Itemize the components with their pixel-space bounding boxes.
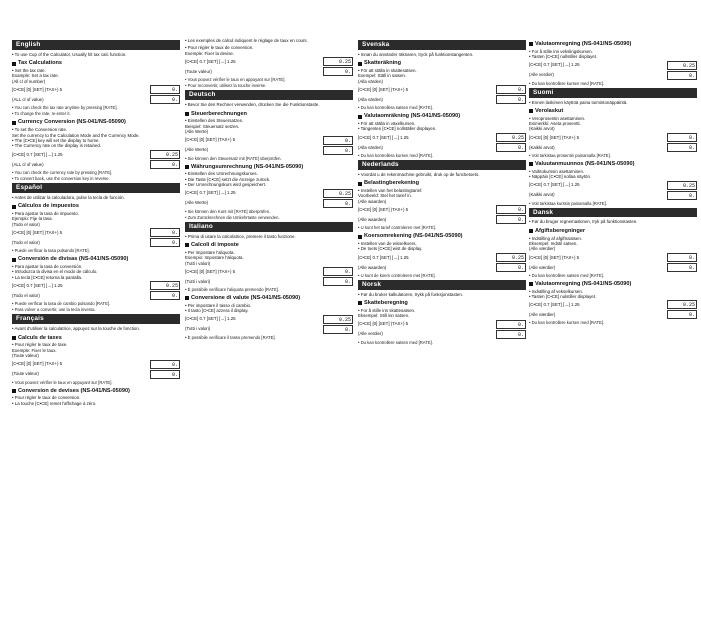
section-heading-text: Valutaomräkning (NS-041/NS-05090) — [364, 113, 461, 120]
language-header: English — [12, 40, 180, 50]
key-sequence-row — [529, 71, 697, 80]
instruction-line: • Il tasto [C•CE] azzera il display. — [185, 308, 249, 314]
intro-text: • Avant d'utiliser la calculatrice, appuyez sur la touche de fonction. — [12, 326, 140, 332]
section-heading-text: Currency Conversion (NS-041/NS-05090) — [18, 119, 126, 126]
bullet-square-icon — [185, 296, 189, 300]
key-sequence: (Alla värden) — [358, 144, 383, 150]
key-sequence-row — [358, 330, 526, 339]
bullet-square-icon — [12, 62, 16, 66]
note-text: • You can check the currency rate by pressing [RATE]. — [12, 169, 113, 175]
section-heading — [12, 203, 180, 210]
instruction-line: (Alle Werte) — [185, 129, 209, 135]
key-sequence-row — [358, 133, 526, 142]
note-text: • Zum Zurückrechnen die Umkehrtaste verwenden. — [185, 214, 280, 220]
display-readout: 0. — [667, 253, 697, 262]
instruction-line: (Toute valeur) — [12, 353, 39, 359]
section-heading-text: Steuerberechnungen — [191, 110, 247, 117]
key-sequence-row — [185, 146, 353, 155]
section-heading — [185, 242, 353, 249]
display-readout: 0. — [323, 325, 353, 334]
language-header: Nederlands — [358, 160, 526, 170]
instruction-line: • Instellen van het belastingtarief. — [358, 187, 423, 193]
key-sequence-row — [185, 189, 353, 198]
note-text: • Du kan kontrollera kursen med [RATE]. — [358, 152, 434, 158]
key-sequence-row — [185, 57, 353, 66]
key-sequence: [C•CE] [0] [SET] (TAX+) 5 — [12, 361, 63, 367]
instruction-line: • Indstilling af afgiftssatsen. — [529, 235, 583, 241]
key-sequence-row — [529, 253, 697, 262]
key-sequence-row — [529, 143, 697, 152]
section-heading-text: Verolaskut — [535, 107, 564, 114]
key-sequence: (Alle Werte) — [185, 147, 209, 153]
intro-text: • Antes de utilizar la calculadora, pulse la tecla de función. — [12, 194, 125, 200]
bullet-square-icon — [185, 112, 189, 116]
instruction-line: Beispiel: Steuersatz setzen. — [185, 123, 240, 129]
instruction-line: (Todo el valor) — [12, 221, 40, 227]
display-readout: 0. — [323, 136, 353, 145]
bullet-square-icon — [529, 109, 533, 113]
intro-text: • Før du bruker kalkulatoren, trykk på funksjonstasten. — [358, 291, 464, 297]
key-sequence-row — [185, 325, 353, 334]
section-heading — [12, 60, 180, 67]
instruction-line: Exemple: Fixer la devise. — [185, 50, 235, 56]
key-sequence: (Alla värden) — [358, 96, 383, 102]
display-readout: 0. — [496, 330, 526, 339]
note-text: • To convert back, use the conversion key in reverse. — [12, 175, 110, 181]
section-heading-text: Cálculos de impuestos — [18, 203, 79, 210]
key-sequence-row — [358, 143, 526, 152]
bullet-square-icon — [529, 229, 533, 233]
key-sequence-row — [358, 215, 526, 224]
section-heading-text: Skatteberegning — [364, 300, 408, 307]
note-text: • Voit tarkistaa prosentin painamalla [RATE]. — [529, 152, 611, 158]
section-heading-text: Conversione di valute (NS-041/NS-05090) — [191, 295, 301, 302]
instruction-line: (Alla värden) — [358, 78, 383, 84]
display-readout: 0.25 — [667, 61, 697, 70]
key-sequence-row — [12, 370, 180, 379]
note-text: • Vous pouvez vérifier le taux en appuyant sur [RATE]. — [185, 77, 286, 83]
key-sequence: (Tutti i valori) — [185, 278, 211, 284]
key-sequence-row — [529, 191, 697, 200]
display-readout: 0.25 — [323, 189, 353, 198]
display-readout: 0.25 — [496, 133, 526, 142]
key-sequence-row — [358, 253, 526, 262]
key-sequence-row — [358, 263, 526, 272]
instruction-line: • Der Umrechnungskurs wird gespeichert. — [185, 182, 267, 188]
display-readout: 0. — [323, 67, 353, 76]
key-sequence: (Toute valeur) — [185, 68, 212, 74]
note-text: • È possibile verificare l'aliquota premendo [RATE]. — [185, 286, 280, 292]
section-heading — [529, 108, 697, 115]
instruction-line: • Tangenten [C•CE] nollställer displayen. — [358, 126, 437, 132]
language-header: Dansk — [529, 208, 697, 218]
instruction-line: • Einstellen des Steuersatzes. — [185, 118, 244, 124]
intro-text: • Før du bruger regnemaskinen, tryk på funktionstasten. — [529, 219, 638, 225]
key-sequence: [C•CE] [0] [SET] (TAX+) 5 — [12, 86, 63, 92]
bullet-square-icon — [358, 235, 362, 239]
instruction-line: • La tecla [C•CE] retorna la pantalla. — [12, 274, 83, 280]
key-sequence: [C•CE] [0] [SET] (TAX+) 5 — [12, 229, 63, 235]
bullet-square-icon — [185, 165, 189, 169]
key-sequence: [C•CE] [0] [SET] (TAX+) 5 — [358, 321, 409, 327]
instruction-line: Example: Set a tax rate. — [12, 73, 59, 79]
instruction-line: • Per impostare il tasso di cambio. — [185, 302, 252, 308]
display-readout: 0. — [150, 95, 180, 104]
intro-text: • Innan du använder räknaren, tryck på funktionstangenten. — [358, 51, 474, 57]
display-readout: 0. — [667, 71, 697, 80]
key-sequence-row — [12, 291, 180, 300]
section-heading-text: Calcoli di imposte — [191, 242, 239, 248]
display-readout: 0.25 — [323, 315, 353, 324]
key-sequence: (Alle Werte) — [185, 200, 209, 206]
display-readout: 0.25 — [667, 300, 697, 309]
language-header: Norsk — [358, 280, 526, 290]
section-heading-text: Währungsumrechnung (NS-041/NS-05090) — [191, 163, 304, 170]
key-sequence-row — [12, 238, 180, 247]
section-heading — [529, 228, 697, 235]
instruction-line: • Introduzca la divisa en el modo de cálculo. — [12, 269, 98, 275]
instruction-line: • Näppäin [C•CE] nollaa näytön. — [529, 174, 592, 180]
note-text: • Puede verificar la tasa de cambio pulsando [RATE]. — [12, 301, 111, 307]
display-readout: 0. — [150, 370, 180, 379]
key-sequence: (Alle waarden) — [358, 216, 387, 222]
instruction-line: • För att ställa in skattesatsen. — [358, 68, 417, 73]
section-heading-text: Valutaomregning (NS-041/NS-05090) — [535, 280, 632, 287]
display-readout: 0. — [496, 95, 526, 104]
section-heading-text: Afgiftsberegninger — [535, 227, 586, 234]
display-readout: 0. — [323, 199, 353, 208]
bullet-square-icon — [185, 243, 189, 247]
key-sequence-row — [185, 315, 353, 324]
key-sequence: [C•CE] [0] [SET] (TAX+) 5 — [185, 137, 236, 143]
key-sequence: [C•CE] 0.7 [SET] [→] 1.25 — [185, 190, 236, 196]
key-sequence-row — [529, 310, 697, 319]
instruction-line: Esimerkki: Aseta prosentti. — [529, 121, 581, 127]
instruction-line: • Pour régler le taux de taxe. — [12, 342, 68, 348]
key-sequence: (Kaikki arvot) — [529, 144, 555, 150]
display-readout: 0. — [667, 133, 697, 142]
instruction-line: • Pour régler le taux de conversion. — [12, 395, 81, 401]
instruction-line: • Instellen van de wisselkoers. — [358, 241, 417, 246]
instruction-line: • For å stille inn skattesatsen. — [358, 307, 416, 313]
display-readout: 0. — [667, 310, 697, 319]
note-text: • È possibile verificare il tasso premendo [RATE]. — [185, 334, 276, 340]
bullet-square-icon — [529, 282, 533, 286]
display-readout: 0.25 — [496, 253, 526, 262]
section-heading — [12, 256, 180, 263]
key-sequence-row — [529, 263, 697, 272]
instruction-line: • Per impostare l'aliquota. — [185, 249, 235, 255]
note-text: • You can check the tax rate anytime by pressing [RATE]. — [12, 105, 118, 111]
bullet-square-icon — [12, 121, 16, 125]
key-sequence-row — [12, 160, 180, 169]
key-sequence-row — [358, 205, 526, 214]
display-readout: 0. — [150, 160, 180, 169]
key-sequence: (Todo el valor) — [12, 292, 40, 298]
key-sequence: [C•CE] [0] [SET] (TAX+) 5 — [529, 254, 580, 260]
note-text: • Du kan kontrollere satsen med [RATE]. — [529, 272, 604, 278]
key-sequence-row — [529, 181, 697, 190]
instruction-line: • Indstilling af vekselkursen. — [529, 288, 584, 294]
display-readout: 0.25 — [323, 57, 353, 66]
section-heading — [185, 164, 353, 171]
bullet-square-icon — [12, 389, 16, 393]
bullet-square-icon — [358, 62, 362, 66]
display-readout: 0. — [150, 228, 180, 237]
key-sequence: [C•CE] 0.7 [SET] [→] 1.25 — [12, 282, 63, 288]
section-heading-text: Tax Calculations — [18, 60, 63, 67]
bullet-square-icon — [529, 162, 533, 166]
key-sequence: [C•CE] 0.7 [SET] [→] 1.25 — [185, 316, 236, 322]
section-heading — [529, 281, 697, 288]
section-heading — [358, 300, 526, 307]
key-sequence: [C•CE] 0.7 [SET] [→] 1.25 — [12, 151, 63, 157]
instruction-line: • Tasten [C•CE] nullstiller displayet. — [529, 54, 598, 60]
intro-text: • Voordat u de rekenmachine gebruikt, druk op de functietoets. — [358, 171, 480, 177]
bullet-square-icon — [358, 115, 362, 119]
key-sequence: [C•CE] [0] [SET] (TAX+) 5 — [185, 268, 236, 274]
instruction-line: • Pour régler le taux de conversion. — [185, 45, 254, 51]
display-readout: 0. — [496, 215, 526, 224]
instruction-line: • Para ajustar la tasa de impuesto. — [12, 210, 79, 216]
language-header: Suomi — [529, 88, 697, 98]
key-sequence: [C•CE] [0] [SET] (TAX+) 5 — [358, 86, 409, 92]
note-text: • Sie können den Steuersatz mit [RATE] überprüfen. — [185, 155, 282, 161]
note-text: • Sie können den Kurs mit [RATE] überprüfen. — [185, 208, 271, 214]
instruction-line: • To set the Conversion rate. — [12, 127, 68, 133]
note-text: • Voit tarkistaa kurssin painamalla [RATE]. — [529, 200, 607, 206]
manual-column — [529, 38, 697, 632]
section-heading — [358, 60, 526, 67]
section-heading — [529, 161, 697, 168]
display-readout: 0. — [150, 85, 180, 94]
language-header: Svenska — [358, 40, 526, 50]
intro-text: • Ennen laskimen käyttöä paina toimintonäppäintä. — [529, 99, 628, 105]
instruction-line: Eksempel: Indstil satsen. — [529, 241, 578, 246]
instruction-line: • La touche [C•CE] remet l'affichage à zéro. — [12, 400, 97, 406]
intro-text: • Prima di usare la calcolatrice, premere il tasto funzione. — [185, 233, 296, 239]
key-sequence: (ALL cl of value) — [12, 96, 44, 102]
instruction-line: Set the currency to the Calculation Mode and the Currency Mode. — [12, 132, 140, 138]
display-readout: 0. — [667, 263, 697, 272]
manual-column — [185, 38, 353, 632]
instruction-line: • The Currency rate on the display is retained. — [12, 143, 102, 149]
bullet-square-icon — [12, 205, 16, 209]
key-sequence-row — [358, 85, 526, 94]
bullet-square-icon — [12, 336, 16, 340]
instruction-line: Exemple: Fixer le taux. — [12, 347, 57, 353]
display-readout: 0. — [323, 277, 353, 286]
display-readout: 0.25 — [150, 150, 180, 159]
instruction-line: • Einstellen des Umrechnungskurses. — [185, 171, 258, 177]
key-sequence-row — [358, 320, 526, 329]
display-readout: 0. — [150, 238, 180, 247]
section-heading — [185, 295, 353, 302]
display-readout: 0. — [323, 146, 353, 155]
instruction-line: Exempel: Ställ in satsen. — [358, 73, 407, 79]
key-sequence-row — [358, 95, 526, 104]
key-sequence-row — [12, 360, 180, 369]
key-sequence: (Alle waarden) — [358, 264, 387, 270]
display-readout: 0. — [496, 143, 526, 152]
key-sequence-row — [12, 150, 180, 159]
section-heading-text: Calculs de taxes — [18, 334, 62, 341]
note-text: • Vous pouvez vérifier le taux en appuyant sur [RATE]. — [12, 379, 113, 385]
bullet-square-icon — [12, 258, 16, 262]
key-sequence: (Alle verdier) — [358, 331, 383, 337]
instruction-line: • Die Taste [C•CE] setzt die Anzeige zurück. — [185, 176, 271, 182]
key-sequence-row — [185, 199, 353, 208]
note-text: • Para volver a convertir, use la tecla inversa. — [12, 307, 96, 313]
key-sequence-row — [185, 267, 353, 276]
instruction-line: Eksempel: Still inn satsen. — [358, 313, 410, 319]
key-sequence: [C•CE] 0.7 [SET] [→] 1.25 — [529, 62, 580, 68]
section-heading-text: Koersomrekening (NS-041/NS-05090) — [364, 233, 463, 240]
key-sequence-row — [185, 277, 353, 286]
language-header: Italiano — [185, 222, 353, 232]
instruction-line: (All cl of number) — [12, 78, 46, 84]
key-sequence-row — [185, 136, 353, 145]
instruction-line: Ejemplo: Fije la tasa. — [12, 216, 53, 222]
key-sequence-row — [12, 228, 180, 237]
section-heading — [358, 180, 526, 187]
bullet-square-icon — [358, 301, 362, 305]
language-header: Español — [12, 183, 180, 193]
intro-text: • Les exemples de calcul indiquent le réglage de taux en cours. — [185, 38, 308, 43]
instruction-line: (Alle waarden) — [358, 198, 387, 204]
section-heading — [12, 119, 180, 126]
key-sequence: [C•CE] 0.7 [SET] [→] 1.25 — [358, 134, 409, 140]
note-text: • Du kan kontrollere satsen med [RATE]. — [358, 339, 433, 345]
instruction-line: • For å stille inn vekslingskursen. — [529, 48, 593, 54]
note-text: • Du kan kontrollere kursen med [RATE]. — [529, 320, 605, 326]
display-readout: 0.25 — [667, 181, 697, 190]
section-heading — [529, 41, 697, 48]
key-sequence: [C•CE] 0.7 [SET] [→] 1.25 — [529, 182, 580, 188]
key-sequence: [C•CE] 0.7 [SET] [→] 1.25 — [529, 302, 580, 308]
key-sequence-row — [12, 95, 180, 104]
note-text: • Du kan kontrollera satsen med [RATE]. — [358, 105, 433, 111]
section-heading-text: Skatteräkning — [364, 60, 401, 67]
display-readout: 0. — [150, 360, 180, 369]
bullet-square-icon — [358, 182, 362, 186]
instruction-line: • The [C•CE] key will set the display to home. — [12, 137, 100, 143]
note-text: • To change the rate, re-enter it. — [12, 111, 71, 117]
key-sequence: (Alle værdier) — [529, 312, 556, 318]
key-sequence-row — [529, 61, 697, 70]
key-sequence: [C•CE] 0.7 [SET] [→] 1.25 — [358, 254, 409, 260]
display-readout: 0. — [496, 263, 526, 272]
instruction-line: • Vaihtokurssin asettaminen. — [529, 168, 585, 174]
key-sequence: [C•CE] 0.7 [SET] [→] 1.25 — [185, 58, 236, 64]
instruction-line: Voorbeeld: Stel het tarief in. — [358, 193, 412, 199]
section-heading — [12, 388, 180, 395]
key-sequence-row — [12, 85, 180, 94]
key-sequence: (Todo el valor) — [12, 239, 40, 245]
bullet-square-icon — [529, 42, 533, 46]
instruction-line: • De toets [C•CE] wist de display. — [358, 246, 423, 252]
key-sequence: (Toute valeur) — [12, 371, 39, 377]
key-sequence: (Alle verdier) — [529, 72, 554, 78]
instruction-line: • Tasten [C•CE] nulstiller displayet. — [529, 294, 597, 300]
note-text: • Puede verificar la tasa pulsando [RATE]. — [12, 248, 90, 254]
note-text: • U kunt de koers controleren met [RATE]. — [358, 272, 436, 278]
instruction-line: (Alle værdier) — [529, 246, 556, 252]
display-readout: 0. — [667, 143, 697, 152]
instruction-line: • Set the tax rate. — [12, 68, 46, 73]
section-heading — [358, 233, 526, 240]
section-heading — [185, 111, 353, 118]
display-readout: 0. — [496, 320, 526, 329]
key-sequence: (ALL cl of value) — [12, 161, 44, 167]
section-heading-text: Conversión de divisas (NS-041/NS-05090) — [18, 256, 129, 263]
section-heading-text: Belastingberekening — [364, 180, 420, 187]
key-sequence: (Tutti i valori) — [185, 326, 211, 332]
key-sequence-row — [12, 281, 180, 290]
instruction-line: (Tutti i valori) — [185, 260, 211, 266]
instruction-line: Esempio: Impostare l'aliquota. — [185, 255, 244, 261]
instruction-line: • Veroprosentin asettaminen. — [529, 115, 586, 121]
note-text: • Du kan kontrollere kursen med [RATE]. — [529, 80, 605, 86]
instruction-line: • För att ställa in växelkursen. — [358, 121, 416, 127]
key-sequence: [C•CE] [0] [SET] (TAX+) 5 — [358, 206, 409, 212]
section-heading-text: Conversion de devises (NS-041/NS-05090) — [18, 387, 130, 394]
display-readout: 0. — [496, 205, 526, 214]
display-readout: 0.25 — [150, 281, 180, 290]
note-text: • U kunt het tarief controleren met [RATE]. — [358, 225, 436, 231]
display-readout: 0. — [496, 85, 526, 94]
section-heading-text: Valuutanmuunnos (NS-041/NS-05090) — [535, 160, 635, 167]
key-sequence-row — [529, 300, 697, 309]
key-sequence-row — [185, 67, 353, 76]
note-text: • Pour reconvertir, utilisez la touche inverse. — [185, 83, 267, 89]
manual-column — [358, 38, 526, 632]
display-readout: 0. — [150, 291, 180, 300]
intro-text: • To use Cup of the Calculator, Usually hit tax calc function. — [12, 51, 127, 57]
manual-column — [12, 38, 180, 632]
instruction-line: (Kaikki arvot) — [529, 126, 555, 132]
section-heading — [358, 113, 526, 120]
key-sequence: (Alle værdier) — [529, 264, 556, 270]
language-header: Deutsch — [185, 90, 353, 100]
instruction-line: • Para ajustar la tasa de conversión. — [12, 264, 83, 269]
language-header: Français — [12, 314, 180, 324]
display-readout: 0. — [667, 191, 697, 200]
key-sequence: (Kaikki arvot) — [529, 192, 555, 198]
intro-text: • Bevor Sie den Rechner verwenden, drücken Sie die Funktionstaste. — [185, 102, 320, 108]
key-sequence-row — [529, 133, 697, 142]
display-readout: 0. — [323, 267, 353, 276]
section-heading — [12, 335, 180, 342]
key-sequence: [C•CE] [0] [SET] (TAX+) 5 — [529, 134, 580, 140]
section-heading-text: Valutaomregning (NS-041/NS-05090) — [535, 41, 632, 47]
